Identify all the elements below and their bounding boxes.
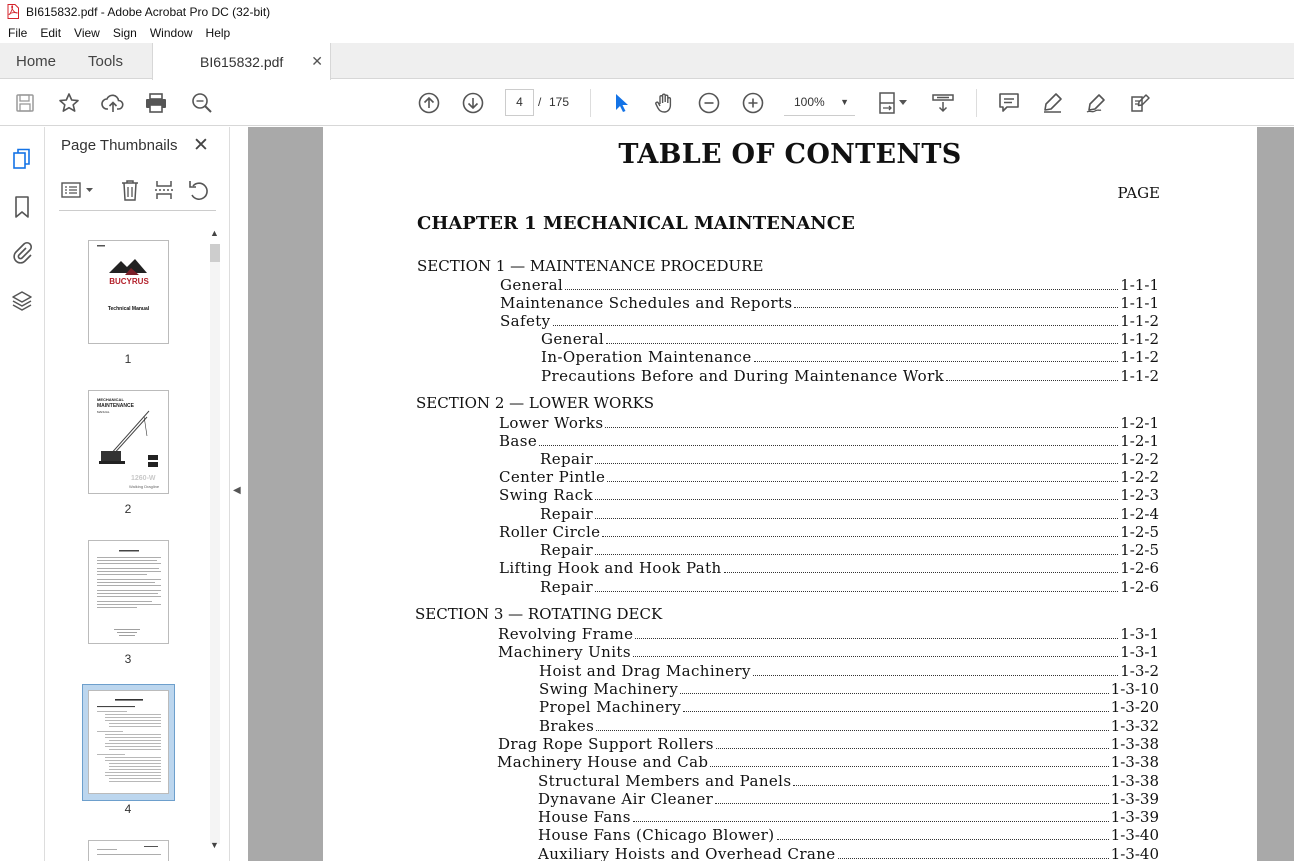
menu-sign[interactable]: Sign [112,26,137,40]
collapse-panel-icon[interactable]: ◀ [233,485,241,496]
acrobat-pdf-icon [6,4,20,19]
model-subtitle: Walking Dragline [129,484,160,489]
toc-entry[interactable]: Precautions Before and During Maintenance Work 1-1-2 [541,367,1159,385]
star-icon[interactable] [57,91,81,115]
toc-entry[interactable]: Base 1-2-1 [499,432,1159,450]
menu-edit[interactable]: Edit [40,26,62,40]
cover-logo-icon [89,241,168,343]
thumbnail-label: 3 [124,652,132,666]
tab-home[interactable]: Home [16,52,57,70]
window-title: BI615832.pdf - Adobe Acrobat Pro DC (32-bit) [26,4,271,19]
toc-title: TABLE OF CONTENTS [618,139,962,170]
pdf-page [323,127,1257,861]
manual-title-line-2: MAINTENANCE [97,403,134,409]
toc-entry[interactable]: Repair 1-2-4 [540,505,1159,523]
toc-entry[interactable]: Propel Machinery 1-3-20 [539,698,1159,716]
document-tab-label: BI615832.pdf [200,53,284,70]
toc-entry[interactable]: Auxiliary Hoists and Overhead Crane 1-3-40 [538,845,1159,861]
page-total: 175 [549,95,570,109]
divider [59,210,216,211]
page-thumbnails-icon[interactable] [10,147,34,171]
toc-entry[interactable]: Revolving Frame 1-3-1 [498,625,1159,643]
model-number: 1260-W [131,475,156,482]
toc-entry[interactable]: Swing Rack 1-2-3 [499,486,1159,504]
panel-title: Page Thumbnails [61,137,178,154]
page-separator: / [538,95,542,109]
thumbnail-toolbar [59,177,219,203]
toc-entry[interactable]: Safety 1-1-2 [500,312,1159,330]
rotate-page-icon[interactable] [187,178,209,207]
next-page-icon[interactable] [461,91,485,115]
chevron-down-icon: ▼ [840,97,849,107]
scrolling-mode-icon[interactable] [931,91,955,115]
fill-sign-icon[interactable] [1128,91,1152,115]
layers-icon[interactable] [10,289,34,313]
close-tab-icon[interactable]: ✕ [311,53,323,69]
tab-document[interactable] [152,43,331,80]
toc-entry[interactable]: Brakes 1-3-32 [539,717,1159,735]
thumbnail-label: 2 [124,502,132,516]
save-icon[interactable] [13,91,37,115]
manual-title-line-3: MANUAL [97,410,110,414]
toc-entry[interactable]: Machinery Units 1-3-1 [498,643,1159,661]
bookmark-icon[interactable] [10,195,34,219]
section-heading: SECTION 3 — ROTATING DECK [415,605,663,623]
previous-page-icon[interactable] [417,91,441,115]
zoom-out-icon[interactable] [697,91,721,115]
close-panel-icon[interactable]: ✕ [193,135,209,156]
toolbar [0,80,1294,126]
thumbnail-options-icon[interactable] [61,180,95,205]
toc-entry[interactable]: Machinery House and Cab 1-3-38 [497,753,1159,771]
menu-view[interactable]: View [74,26,100,40]
toc-entry[interactable]: Maintenance Schedules and Reports 1-1-1 [500,294,1159,312]
section-heading: SECTION 2 — LOWER WORKS [416,394,655,412]
thumbnail-page-3[interactable] [88,540,169,644]
title-bar [0,0,1294,23]
insert-page-icon[interactable] [153,178,175,207]
scroll-thumb[interactable] [210,244,220,262]
tab-bar [0,43,1294,79]
toc-entry[interactable]: Structural Members and Panels 1-3-38 [538,772,1159,790]
cover-caption: Technical Manual [107,306,150,312]
toc-entry[interactable]: General 1-1-2 [541,330,1159,348]
scroll-track[interactable] [210,249,220,844]
scroll-down-icon[interactable]: ▼ [210,840,219,850]
chapter-heading: CHAPTER 1 MECHANICAL MAINTENANCE [417,213,855,234]
page-number-input[interactable]: 4 [505,89,534,116]
sign-pen-icon[interactable] [1084,91,1108,115]
manual-title-line-1: MECHANICAL [97,397,124,402]
toc-entry[interactable]: General 1-1-1 [500,276,1159,294]
thumbnail-scrollbar[interactable] [207,228,223,857]
toc-page-preview [89,691,168,793]
thumbnail-page-4[interactable] [88,690,169,794]
toc-entry[interactable]: Swing Machinery 1-3-10 [539,680,1159,698]
toc-entry[interactable]: Drag Rope Support Rollers 1-3-38 [498,735,1159,753]
menu-window[interactable]: Window [149,26,193,40]
page-column-header: PAGE [1117,184,1160,202]
menu-file[interactable]: File [8,26,28,40]
zoom-select[interactable] [784,89,855,116]
hand-tool-icon[interactable] [653,91,677,115]
fit-page-dropdown-icon[interactable] [896,91,910,115]
section-heading: SECTION 1 — MAINTENANCE PROCEDURE [417,257,764,275]
zoom-search-icon[interactable] [190,91,214,115]
toc-entry[interactable]: Repair 1-2-6 [540,578,1159,596]
toc-entry[interactable]: Center Pintle 1-2-2 [499,468,1159,486]
bucyrus-logo: BUCYRUS [109,277,149,286]
navigation-rail [0,127,45,861]
delete-page-icon[interactable] [119,178,141,207]
thumbnail-page-2[interactable] [88,390,169,494]
toolbar-divider [590,89,591,117]
attachment-icon[interactable] [10,240,34,264]
tab-tools[interactable]: Tools [88,52,124,70]
toc-entry[interactable]: Lifting Hook and Hook Path 1-2-6 [499,559,1159,577]
zoom-value: 100% [794,95,825,109]
toc-entry[interactable]: Repair 1-2-5 [540,541,1159,559]
toc-entry[interactable]: Hoist and Drag Machinery 1-3-2 [539,662,1159,680]
scroll-up-icon[interactable]: ▲ [210,228,219,238]
thumbnail-page-5[interactable] [88,840,169,861]
toc-entry[interactable]: In-Operation Maintenance 1-1-2 [541,348,1159,366]
print-icon[interactable] [144,91,168,115]
page-thumbnails-panel [45,127,230,861]
toolbar-divider [976,89,977,117]
toc-entry[interactable]: Lower Works 1-2-1 [499,414,1159,432]
menu-bar [0,23,1294,43]
dragline-illustration-icon [89,391,168,493]
document-view[interactable] [248,127,1294,861]
page-preview [89,841,168,861]
menu-help[interactable]: Help [205,26,231,40]
zoom-in-icon[interactable] [741,91,765,115]
highlight-pen-icon[interactable] [1040,91,1064,115]
select-cursor-icon[interactable] [609,91,633,115]
thumbnail-label: 1 [124,352,132,366]
toc-entry[interactable]: House Fans 1-3-39 [538,808,1159,826]
upload-cloud-icon[interactable] [101,91,125,115]
thumbnail-label: 4 [124,802,132,816]
thumbnail-page-1[interactable] [88,240,169,344]
toc-entry[interactable]: Dynavane Air Cleaner 1-3-39 [538,790,1159,808]
text-page-preview [89,541,168,643]
toc-entry[interactable]: Roller Circle 1-2-5 [499,523,1159,541]
toc-entry[interactable]: House Fans (Chicago Blower) 1-3-40 [538,826,1159,844]
comment-icon[interactable] [997,91,1021,115]
toc-entry[interactable]: Repair 1-2-2 [540,450,1159,468]
